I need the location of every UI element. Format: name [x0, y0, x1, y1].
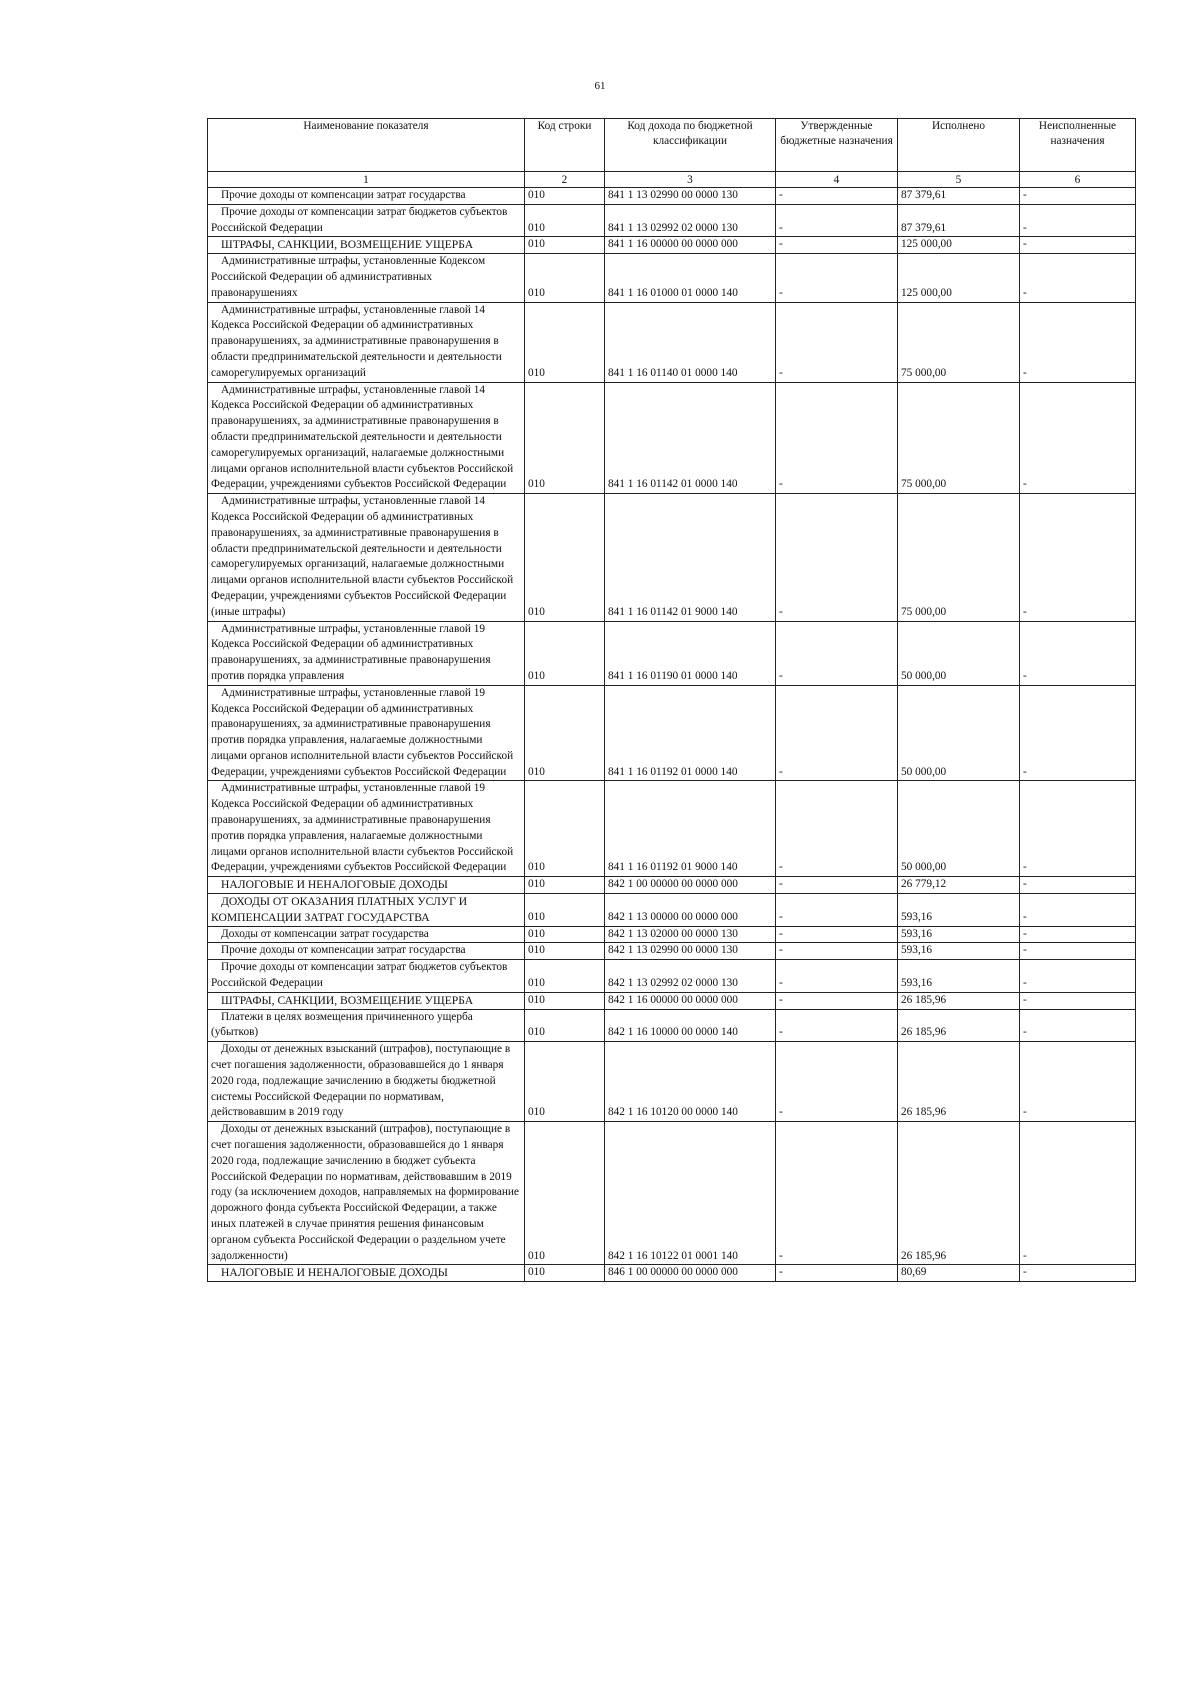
row-remaining-cell: -	[1020, 237, 1136, 254]
row-name-cell	[208, 781, 525, 877]
row-code-cell: 010	[525, 494, 605, 621]
row-remaining-cell: -	[1020, 926, 1136, 943]
row-name-text: Прочие доходы от компенсации затрат государства	[221, 944, 466, 957]
row-name-text: НАЛОГОВЫЕ И НЕНАЛОГОВЫЕ ДОХОДЫ	[221, 1266, 448, 1280]
row-approved-cell: -	[776, 382, 898, 494]
row-name-text: Административные штрафы, установленные главой 14 Кодекса Российской Федерации об административных правонарушениях, за административные правонарушения в области предпринимательской деятельности и деятельности саморегулируемых организаций	[211, 303, 502, 379]
row-kbk-cell: 841 1 16 01140 01 0000 140	[605, 302, 776, 382]
row-executed-cell: 593,16	[898, 960, 1020, 993]
table-row	[208, 960, 1136, 993]
header-kbk: Код дохода по бюджетной классификации	[605, 119, 776, 172]
row-approved-cell: -	[776, 302, 898, 382]
row-approved-cell: -	[776, 621, 898, 685]
row-remaining-cell: -	[1020, 992, 1136, 1009]
row-kbk-cell: 841 1 16 01142 01 9000 140	[605, 494, 776, 621]
row-name-text: ШТРАФЫ, САНКЦИИ, ВОЗМЕЩЕНИЕ УЩЕРБА	[221, 993, 474, 1007]
row-approved-cell: -	[776, 237, 898, 254]
row-kbk-cell: 841 1 16 00000 00 0000 000	[605, 237, 776, 254]
row-remaining-cell: -	[1020, 382, 1136, 494]
row-executed-cell: 593,16	[898, 894, 1020, 927]
row-approved-cell: -	[776, 877, 898, 894]
row-approved-cell: -	[776, 1042, 898, 1122]
table-row	[208, 1009, 1136, 1042]
row-code-cell: 010	[525, 382, 605, 494]
row-name-cell	[208, 992, 525, 1009]
row-name-text: ДОХОДЫ ОТ ОКАЗАНИЯ ПЛАТНЫХ УСЛУГ И КОМПЕНСАЦИИ ЗАТРАТ ГОСУДАРСТВА	[211, 895, 468, 924]
row-remaining-cell: -	[1020, 1009, 1136, 1042]
row-code-cell: 010	[525, 1009, 605, 1042]
header-row	[208, 119, 1136, 172]
row-name-cell	[208, 237, 525, 254]
row-name-cell	[208, 254, 525, 302]
row-remaining-cell: -	[1020, 781, 1136, 877]
row-approved-cell: -	[776, 204, 898, 237]
row-executed-cell: 80,69	[898, 1265, 1020, 1282]
row-kbk-cell: 841 1 16 01192 01 9000 140	[605, 781, 776, 877]
table-row	[208, 685, 1136, 781]
row-remaining-cell: -	[1020, 1265, 1136, 1282]
row-remaining-cell: -	[1020, 894, 1136, 927]
row-name-cell	[208, 1122, 525, 1265]
row-name-cell	[208, 943, 525, 960]
row-code-cell: 010	[525, 992, 605, 1009]
row-kbk-cell: 842 1 16 10122 01 0001 140	[605, 1122, 776, 1265]
row-remaining-cell: -	[1020, 621, 1136, 685]
row-name-text: Административные штрафы, установленные главой 19 Кодекса Российской Федерации об административных правонарушениях, за административные правонарушения против порядка управления, налагаемые должностными лицами органов исполнительной власти субъектов Российской Федерации, учреждениями субъектов Российской Федерации	[211, 782, 514, 874]
row-name-cell	[208, 494, 525, 621]
table-row	[208, 781, 1136, 877]
row-kbk-cell: 841 1 13 02990 00 0000 130	[605, 188, 776, 205]
row-kbk-cell: 842 1 13 00000 00 0000 000	[605, 894, 776, 927]
column-number: 1	[208, 172, 525, 188]
row-remaining-cell: -	[1020, 1122, 1136, 1265]
column-number: 5	[898, 172, 1020, 188]
row-approved-cell: -	[776, 894, 898, 927]
row-code-cell: 010	[525, 237, 605, 254]
row-code-cell: 010	[525, 960, 605, 993]
row-remaining-cell: -	[1020, 204, 1136, 237]
row-approved-cell: -	[776, 1009, 898, 1042]
row-code-cell: 010	[525, 781, 605, 877]
row-kbk-cell: 841 1 16 01192 01 0000 140	[605, 685, 776, 781]
row-name-cell	[208, 1042, 525, 1122]
row-kbk-cell: 842 1 13 02990 00 0000 130	[605, 943, 776, 960]
row-executed-cell: 593,16	[898, 926, 1020, 943]
row-code-cell: 010	[525, 1265, 605, 1282]
row-name-text: Административные штрафы, установленные главой 14 Кодекса Российской Федерации об административных правонарушениях, за административные правонарушения в области предпринимательской деятельности и деятельности саморегулируемых организаций, налагаемые должностными лицами органов исполнительной власти субъектов Российской Федерации, учреждениями субъектов Российской Федерации (иные штрафы)	[211, 495, 514, 618]
row-executed-cell: 26 779,12	[898, 877, 1020, 894]
table-row	[208, 943, 1136, 960]
row-kbk-cell: 842 1 16 00000 00 0000 000	[605, 992, 776, 1009]
row-name-text: Доходы от денежных взысканий (штрафов), поступающие в счет погашения задолженности, образовавшейся до 1 января 2020 года, подлежащие зачислению в бюджеты бюджетной системы Российской Федерации по нормативам, действовавшим в 2019 году	[211, 1043, 511, 1119]
row-name-cell	[208, 1009, 525, 1042]
row-name-text: Прочие доходы от компенсации затрат бюджетов субъектов Российской Федерации	[211, 205, 508, 234]
row-name-text: Доходы от компенсации затрат государства	[221, 927, 429, 940]
row-kbk-cell: 841 1 13 02992 02 0000 130	[605, 204, 776, 237]
row-name-cell	[208, 204, 525, 237]
row-name-text: Прочие доходы от компенсации затрат государства	[221, 189, 466, 201]
table-row	[208, 188, 1136, 205]
row-name-cell	[208, 382, 525, 494]
row-kbk-cell: 842 1 13 02000 00 0000 130	[605, 926, 776, 943]
table-row	[208, 992, 1136, 1009]
row-executed-cell: 87 379,61	[898, 204, 1020, 237]
row-approved-cell: -	[776, 992, 898, 1009]
row-remaining-cell: -	[1020, 188, 1136, 205]
row-name-text: НАЛОГОВЫЕ И НЕНАЛОГОВЫЕ ДОХОДЫ	[221, 878, 448, 892]
row-kbk-cell: 841 1 16 01142 01 0000 140	[605, 382, 776, 494]
header-code: Код строки	[525, 119, 605, 172]
table-row	[208, 926, 1136, 943]
row-name-cell	[208, 877, 525, 894]
row-executed-cell: 26 185,96	[898, 992, 1020, 1009]
row-code-cell: 010	[525, 877, 605, 894]
row-name-cell	[208, 926, 525, 943]
row-approved-cell: -	[776, 1122, 898, 1265]
row-approved-cell: -	[776, 960, 898, 993]
row-executed-cell: 75 000,00	[898, 302, 1020, 382]
row-name-cell	[208, 1265, 525, 1282]
row-code-cell: 010	[525, 302, 605, 382]
row-code-cell: 010	[525, 204, 605, 237]
row-code-cell: 010	[525, 894, 605, 927]
row-kbk-cell: 842 1 13 02992 02 0000 130	[605, 960, 776, 993]
row-executed-cell: 26 185,96	[898, 1042, 1020, 1122]
header-approved: Утвержденные бюджетные назначения	[776, 119, 898, 172]
row-remaining-cell: -	[1020, 494, 1136, 621]
row-executed-cell: 50 000,00	[898, 685, 1020, 781]
row-remaining-cell: -	[1020, 302, 1136, 382]
column-number: 3	[605, 172, 776, 188]
row-name-cell	[208, 960, 525, 993]
row-approved-cell: -	[776, 188, 898, 205]
row-name-text: Доходы от денежных взысканий (штрафов), поступающие в счет погашения задолженности, образовавшейся до 1 января 2020 года, подлежащие зачислению в бюджет субъекта Российской Федерации по нормативам, действовавшим в 2019 году (за исключением доходов, направляемых на формирование дорожного фонда субъекта Российской Федерации, а также иных платежей в случае принятия решения финансовым органом субъекта Российской Федерации о раздельном учете задолженности)	[211, 1123, 519, 1262]
table-row	[208, 302, 1136, 382]
row-kbk-cell: 841 1 16 01190 01 0000 140	[605, 621, 776, 685]
row-name-text: Прочие доходы от компенсации затрат бюджетов субъектов Российской Федерации	[211, 961, 508, 990]
row-kbk-cell: 842 1 16 10000 00 0000 140	[605, 1009, 776, 1042]
table-row	[208, 1042, 1136, 1122]
row-approved-cell: -	[776, 926, 898, 943]
row-code-cell: 010	[525, 943, 605, 960]
row-kbk-cell: 846 1 00 00000 00 0000 000	[605, 1265, 776, 1282]
table-row	[208, 204, 1136, 237]
table-row	[208, 621, 1136, 685]
table-row	[208, 254, 1136, 302]
row-name-cell	[208, 302, 525, 382]
row-executed-cell: 26 185,96	[898, 1122, 1020, 1265]
row-name-cell	[208, 685, 525, 781]
table-row	[208, 1265, 1136, 1282]
row-executed-cell: 125 000,00	[898, 237, 1020, 254]
table-row	[208, 382, 1136, 494]
page-number: 61	[594, 80, 606, 92]
row-approved-cell: -	[776, 943, 898, 960]
row-code-cell: 010	[525, 926, 605, 943]
column-numbers-row	[208, 172, 1136, 188]
row-name-cell	[208, 621, 525, 685]
table-row	[208, 1122, 1136, 1265]
row-approved-cell: -	[776, 494, 898, 621]
row-approved-cell: -	[776, 685, 898, 781]
row-executed-cell: 50 000,00	[898, 621, 1020, 685]
row-kbk-cell: 841 1 16 01000 01 0000 140	[605, 254, 776, 302]
header-remaining: Неисполненные назначения	[1020, 119, 1136, 172]
row-code-cell: 010	[525, 685, 605, 781]
table-row	[208, 237, 1136, 254]
row-approved-cell: -	[776, 254, 898, 302]
row-remaining-cell: -	[1020, 960, 1136, 993]
table-row	[208, 894, 1136, 927]
row-name-text: Административные штрафы, установленные Кодексом Российской Федерации об административных правонарушениях	[211, 255, 486, 299]
row-executed-cell: 593,16	[898, 943, 1020, 960]
row-name-text: Административные штрафы, установленные главой 19 Кодекса Российской Федерации об административных правонарушениях, за административные правонарушения против порядка управления, налагаемые должностными лицами органов исполнительной власти субъектов Российской Федерации, учреждениями субъектов Российской Федерации	[211, 686, 514, 778]
row-name-text: Административные штрафы, установленные главой 14 Кодекса Российской Федерации об административных правонарушениях, за административные правонарушения в области предпринимательской деятельности и деятельности саморегулируемых организаций, налагаемые должностными лицами органов исполнительной власти субъектов Российской Федерации, учреждениями субъектов Российской Федерации	[211, 383, 514, 491]
income-report-table	[207, 118, 1136, 1282]
row-executed-cell: 75 000,00	[898, 494, 1020, 621]
table-body	[208, 188, 1136, 1282]
row-kbk-cell: 842 1 16 10120 00 0000 140	[605, 1042, 776, 1122]
row-name-text: Платежи в целях возмещения причиненного ущерба (убытков)	[211, 1010, 473, 1039]
row-name-text: Административные штрафы, установленные главой 19 Кодекса Российской Федерации об административных правонарушениях, за административные правонарушения против порядка управления	[211, 622, 491, 682]
column-number: 6	[1020, 172, 1136, 188]
row-executed-cell: 125 000,00	[898, 254, 1020, 302]
header-executed: Исполнено	[898, 119, 1020, 172]
table-row	[208, 877, 1136, 894]
row-executed-cell: 75 000,00	[898, 382, 1020, 494]
row-approved-cell: -	[776, 781, 898, 877]
row-remaining-cell: -	[1020, 943, 1136, 960]
row-code-cell: 010	[525, 621, 605, 685]
row-remaining-cell: -	[1020, 877, 1136, 894]
row-code-cell: 010	[525, 188, 605, 205]
row-name-cell	[208, 894, 525, 927]
row-name-text: ШТРАФЫ, САНКЦИИ, ВОЗМЕЩЕНИЕ УЩЕРБА	[221, 238, 474, 252]
row-remaining-cell: -	[1020, 1042, 1136, 1122]
row-code-cell: 010	[525, 1122, 605, 1265]
row-executed-cell: 87 379,61	[898, 188, 1020, 205]
row-executed-cell: 50 000,00	[898, 781, 1020, 877]
header-name: Наименование показателя	[208, 119, 525, 172]
row-remaining-cell: -	[1020, 685, 1136, 781]
row-name-cell	[208, 188, 525, 205]
row-kbk-cell: 842 1 00 00000 00 0000 000	[605, 877, 776, 894]
table-row	[208, 494, 1136, 621]
row-remaining-cell: -	[1020, 254, 1136, 302]
row-executed-cell: 26 185,96	[898, 1009, 1020, 1042]
row-code-cell: 010	[525, 254, 605, 302]
column-number: 2	[525, 172, 605, 188]
row-code-cell: 010	[525, 1042, 605, 1122]
column-number: 4	[776, 172, 898, 188]
row-approved-cell: -	[776, 1265, 898, 1282]
